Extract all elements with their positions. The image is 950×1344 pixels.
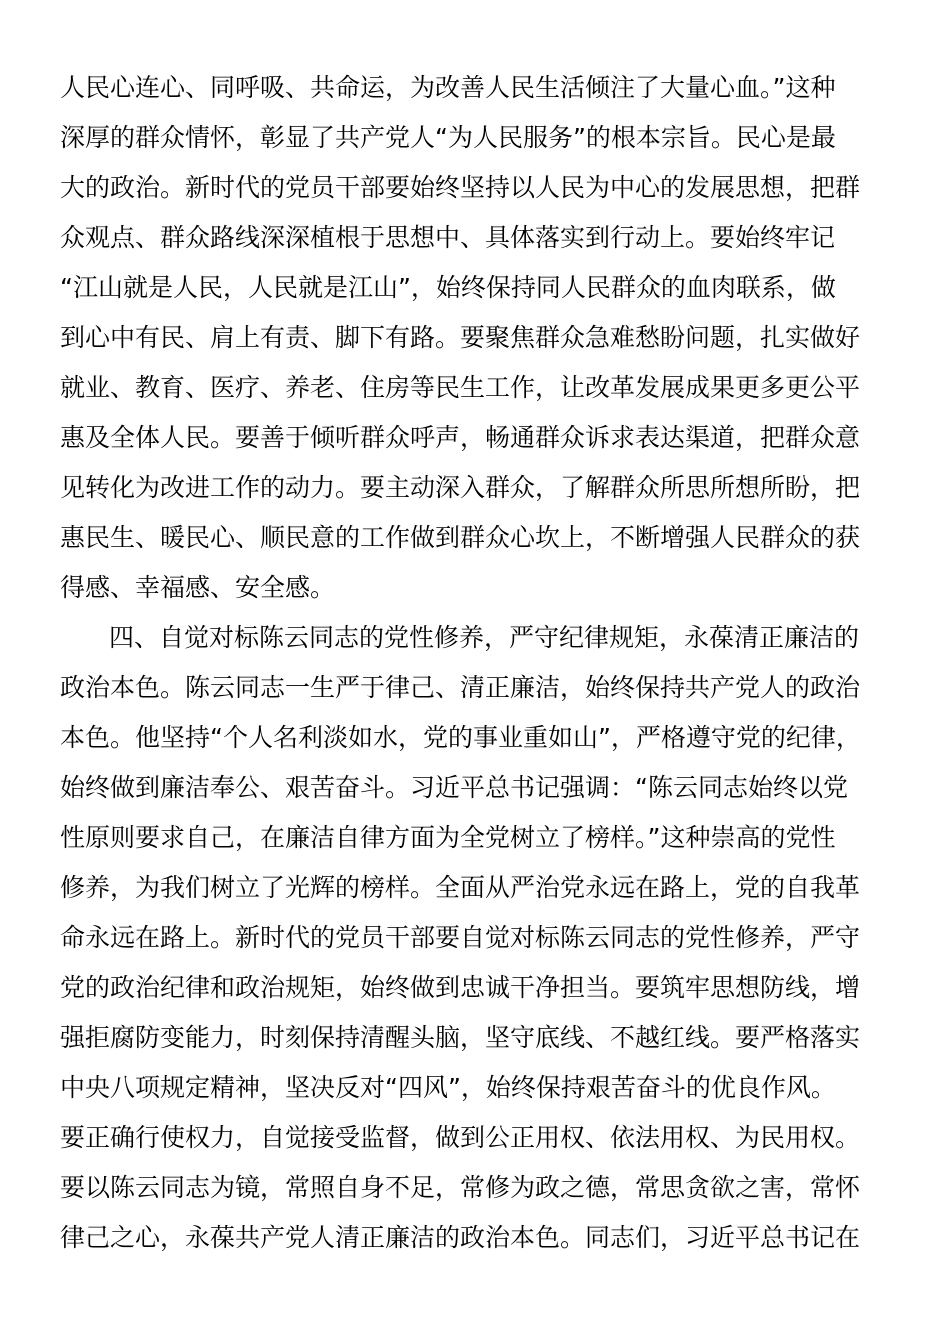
text-line: “江山就是人民，人民就是江山”，始终保持同人民群众的血肉联系，做 xyxy=(60,273,836,302)
text-line: 命永远在路上。新时代的党员干部要自觉对标陈云同志的党性修养，严守 xyxy=(60,923,861,952)
text-line: 要以陈云同志为镜，常照自身不足，常修为政之德，常思贪欲之害，常怀 xyxy=(60,1173,861,1202)
text-line: 党的政治纪律和政治规矩，始终做到忠诚干净担当。要筑牢思想防线，增 xyxy=(60,973,861,1002)
text-line: 到心中有民、肩上有责、脚下有路。要聚焦群众急难愁盼问题，扎实做好 xyxy=(60,323,861,352)
text-line: 见转化为改进工作的动力。要主动深入群众，了解群众所思所想所盼，把 xyxy=(60,473,861,502)
text-line: 强拒腐防变能力，时刻保持清醒头脑，坚守底线、不越红线。要严格落实 xyxy=(60,1023,861,1052)
text-line: 中央八项规定精神，坚决反对“四风”，始终保持艰苦奋斗的优良作风。 xyxy=(60,1073,836,1102)
section-heading-line: 四、自觉对标陈云同志的党性修养，严守纪律规矩，永葆清正廉洁的 xyxy=(109,623,860,652)
text-line: 惠民生、暖民心、顺民意的工作做到群众心坎上，不断增强人民群众的获 xyxy=(60,523,861,552)
text-line: 大的政治。新时代的党员干部要始终坚持以人民为中心的发展思想，把群 xyxy=(60,173,861,202)
text-line: 惠及全体人民。要善于倾听群众呼声，畅通群众诉求表达渠道，把群众意 xyxy=(60,423,861,452)
text-line: 就业、教育、医疗、养老、住房等民生工作，让改革发展成果更多更公平 xyxy=(60,373,861,402)
text-line: 性原则要求自己，在廉洁自律方面为全党树立了榜样。”这种崇高的党性 xyxy=(60,823,836,852)
text-line: 深厚的群众情怀，彰显了共产党人“为人民服务”的根本宗旨。民心是最 xyxy=(60,123,836,152)
text-line: 修养，为我们树立了光辉的榜样。全面从严治党永远在路上，党的自我革 xyxy=(60,873,861,902)
text-line: 众观点、群众路线深深植根于思想中、具体落实到行动上。要始终牢记 xyxy=(60,223,836,252)
text-line: 本色。他坚持“个人名利淡如水，党的事业重如山”，严格遵守党的纪律， xyxy=(60,723,861,752)
text-line: 要正确行使权力，自觉接受监督，做到公正用权、依法用权、为民用权。 xyxy=(60,1123,861,1152)
text-line: 得感、幸福感、安全感。 xyxy=(60,573,336,602)
text-line: 始终做到廉洁奉公、艰苦奋斗。习近平总书记强调：“陈云同志始终以党 xyxy=(60,773,848,802)
text-line: 政治本色。陈云同志一生严于律己、清正廉洁，始终保持共产党人的政治 xyxy=(60,673,861,702)
text-line: 人民心连心、同呼吸、共命运，为改善人民生活倾注了大量心血。”这种 xyxy=(60,73,836,102)
text-line: 律己之心，永葆共产党人清正廉洁的政治本色。同志们，习近平总书记在 xyxy=(60,1223,861,1252)
